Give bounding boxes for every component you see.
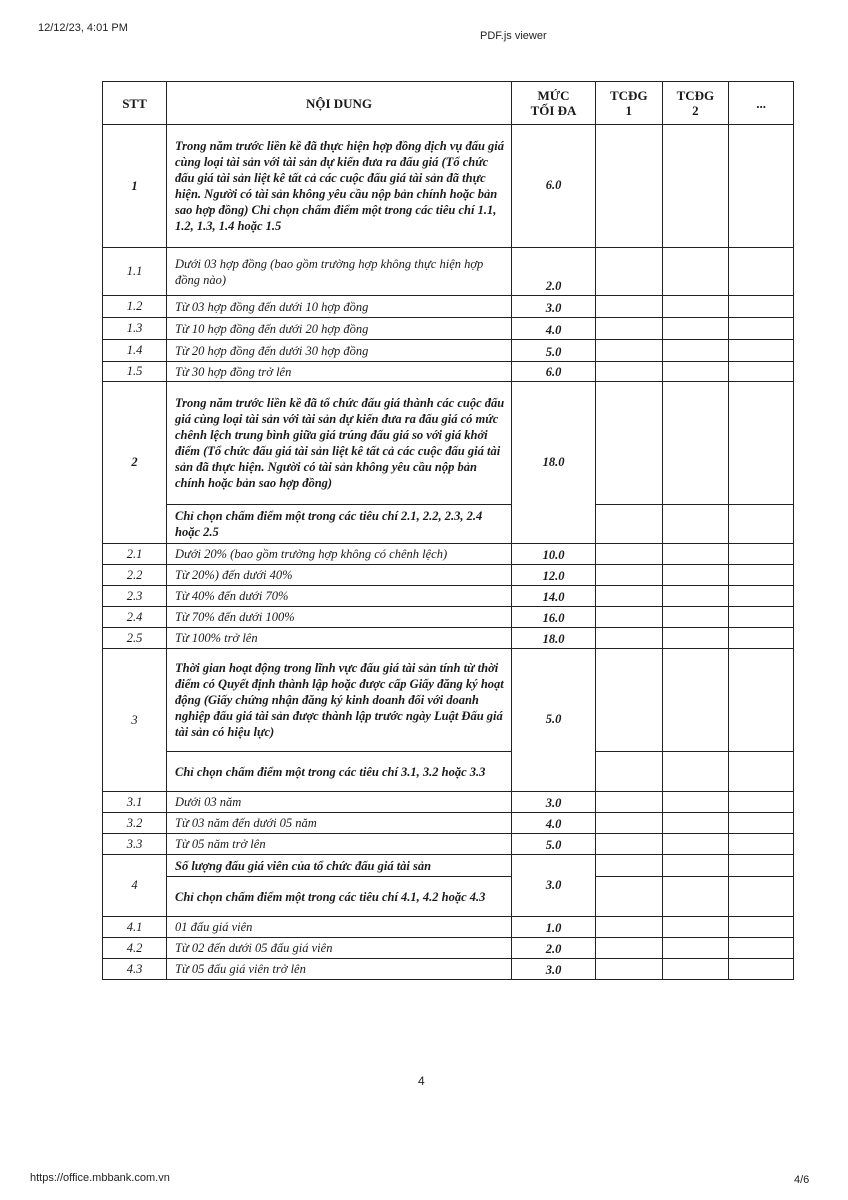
score-cell[interactable] (662, 382, 729, 505)
score-cell[interactable] (729, 586, 794, 607)
row-content-note: Chỉ chọn chấm điểm một trong các tiêu chí 2.1, 2.2, 2.3, 2.4 hoặc 2.5 (167, 505, 512, 544)
score-cell[interactable] (596, 628, 663, 649)
row-content: Từ 20 hợp đồng đến dưới 30 hợp đồng (167, 340, 512, 362)
score-cell[interactable] (596, 318, 663, 340)
score-cell[interactable] (729, 565, 794, 586)
row-stt: 1.2 (103, 296, 167, 318)
score-cell[interactable] (729, 917, 794, 938)
score-cell[interactable] (596, 505, 663, 544)
score-cell[interactable] (662, 834, 729, 855)
score-cell[interactable] (662, 649, 729, 752)
table-row (103, 296, 794, 318)
row-max: 4.0 (512, 318, 596, 340)
table-row (103, 877, 794, 917)
score-cell[interactable] (729, 296, 794, 318)
row-content-note: Chỉ chọn chấm điểm một trong các tiêu chí 4.1, 4.2 hoặc 4.3 (167, 877, 512, 917)
row-max: 5.0 (512, 649, 596, 792)
viewer-title: PDF.js viewer (480, 30, 547, 42)
score-cell[interactable] (729, 938, 794, 959)
row-stt: 1.4 (103, 340, 167, 362)
table-row (103, 792, 794, 813)
table-row (103, 362, 794, 382)
row-max: 3.0 (512, 792, 596, 813)
score-cell[interactable] (596, 125, 663, 248)
score-cell[interactable] (729, 877, 794, 917)
row-content: Từ 02 đến dưới 05 đấu giá viên (167, 938, 512, 959)
scoring-table (102, 81, 794, 980)
row-stt: 4.3 (103, 959, 167, 980)
row-content: Thời gian hoạt động trong lĩnh vực đấu giá tài sản tính từ thời điểm có Quyết định thành lập hoặc được cấp Giấy đăng ký hoạt động (Giấy chứng nhận đăng ký kinh doanh đối với doanh nghiệp đấu giá tài sản được thành lập trước ngày Luật Đấu giá tài sản có hiệu lực) (167, 649, 512, 752)
row-max: 16.0 (512, 607, 596, 628)
row-content: Trong năm trước liền kề đã tổ chức đấu giá thành các cuộc đấu giá cùng loại tài sản với tài sản dự kiến đưa ra đấu giá có mức chênh lệch trung bình giữa giá trúng đấu giá so với giá khởi điểm (Tổ chức đấu giá tài sản liệt kê tất cả các cuộc đấu giá tài sản đã thực hiện. Người có tài sản không yêu cầu nộp bản chính hoặc bản sao hợp đồng) (167, 382, 512, 505)
table-row (103, 855, 794, 877)
header-tcdg2: TCĐG 2 (662, 82, 729, 125)
row-max: 5.0 (512, 834, 596, 855)
score-cell[interactable] (662, 565, 729, 586)
table-row (103, 586, 794, 607)
row-max: 12.0 (512, 565, 596, 586)
row-max: 14.0 (512, 586, 596, 607)
score-cell[interactable] (662, 318, 729, 340)
table-row (103, 505, 794, 544)
table-row (103, 813, 794, 834)
score-cell[interactable] (662, 877, 729, 917)
row-stt: 3.2 (103, 813, 167, 834)
row-max: 6.0 (512, 362, 596, 382)
score-cell[interactable] (662, 855, 729, 877)
score-cell[interactable] (596, 855, 663, 877)
score-cell[interactable] (662, 362, 729, 382)
row-stt: 4 (103, 855, 167, 917)
score-cell[interactable] (729, 362, 794, 382)
score-cell[interactable] (729, 318, 794, 340)
row-content: Từ 05 năm trở lên (167, 834, 512, 855)
score-cell[interactable] (729, 792, 794, 813)
row-max: 2.0 (512, 938, 596, 959)
score-cell[interactable] (596, 959, 663, 980)
score-cell[interactable] (596, 607, 663, 628)
row-stt: 4.2 (103, 938, 167, 959)
row-max: 10.0 (512, 544, 596, 565)
score-cell[interactable] (596, 649, 663, 752)
score-cell[interactable] (662, 938, 729, 959)
score-cell[interactable] (662, 628, 729, 649)
table-row (103, 649, 794, 752)
score-cell[interactable] (729, 607, 794, 628)
row-content-note: Chỉ chọn chấm điểm một trong các tiêu chí 3.1, 3.2 hoặc 3.3 (167, 752, 512, 792)
score-cell[interactable] (596, 296, 663, 318)
row-content: Từ 20%) đến dưới 40% (167, 565, 512, 586)
header-max: MỨC TỐI ĐA (512, 82, 596, 125)
row-stt: 1.5 (103, 362, 167, 382)
row-content: Trong năm trước liền kề đã thực hiện hợp đồng dịch vụ đấu giá cùng loại tài sản với tài sản dự kiến đưa ra đấu giá (Tổ chức đấu giá tài sản liệt kê tất cả các cuộc đấu giá tài sản đã thực hiện. Người có tài sản không yêu cầu nộp bản chính hoặc bản sao hợp đồng) Chỉ chọn chấm điểm một trong các tiêu chí 1.1, 1.2, 1.3, 1.4 hoặc 1.5 (167, 125, 512, 248)
row-stt: 3.1 (103, 792, 167, 813)
row-stt: 1 (103, 125, 167, 248)
row-content: Từ 100% trở lên (167, 628, 512, 649)
table-row (103, 125, 794, 248)
score-cell[interactable] (729, 628, 794, 649)
score-cell[interactable] (662, 125, 729, 248)
table-row (103, 917, 794, 938)
score-cell[interactable] (729, 813, 794, 834)
row-content: Số lượng đấu giá viên của tổ chức đấu giá tài sản (167, 855, 512, 877)
score-cell[interactable] (729, 855, 794, 877)
row-stt: 2.2 (103, 565, 167, 586)
header-tcdg1: TCĐG 1 (596, 82, 663, 125)
score-cell[interactable] (662, 752, 729, 792)
row-max: 18.0 (512, 382, 596, 544)
row-stt: 2.4 (103, 607, 167, 628)
score-cell[interactable] (729, 505, 794, 544)
table-row (103, 752, 794, 792)
score-cell[interactable] (662, 505, 729, 544)
header-more: ... (729, 82, 794, 125)
header-stt: STT (103, 82, 167, 125)
score-cell[interactable] (596, 362, 663, 382)
row-stt: 4.1 (103, 917, 167, 938)
score-cell[interactable] (662, 813, 729, 834)
row-content: Từ 10 hợp đồng đến dưới 20 hợp đồng (167, 318, 512, 340)
row-content: 01 đấu giá viên (167, 917, 512, 938)
row-stt: 2 (103, 382, 167, 544)
row-stt: 2.5 (103, 628, 167, 649)
score-cell[interactable] (596, 938, 663, 959)
score-cell[interactable] (596, 586, 663, 607)
row-content: Dưới 03 hợp đồng (bao gồm trường hợp không thực hiện hợp đồng nào) (167, 248, 512, 296)
score-cell[interactable] (596, 565, 663, 586)
row-stt: 3 (103, 649, 167, 792)
score-cell[interactable] (662, 544, 729, 565)
score-cell[interactable] (729, 544, 794, 565)
score-cell[interactable] (662, 792, 729, 813)
table-row (103, 544, 794, 565)
score-cell[interactable] (596, 813, 663, 834)
score-cell[interactable] (729, 649, 794, 752)
row-max: 3.0 (512, 855, 596, 917)
row-content: Từ 40% đến dưới 70% (167, 586, 512, 607)
score-cell[interactable] (662, 248, 729, 296)
page-count: 4/6 (794, 1174, 810, 1186)
score-cell[interactable] (729, 248, 794, 296)
row-stt: 3.3 (103, 834, 167, 855)
score-cell[interactable] (596, 752, 663, 792)
row-max: 6.0 (512, 125, 596, 248)
score-cell[interactable] (596, 248, 663, 296)
score-cell[interactable] (729, 382, 794, 505)
row-max: 2.0 (512, 248, 596, 296)
footer-url: https://office.mbbank.com.vn (30, 1172, 170, 1184)
row-max: 1.0 (512, 917, 596, 938)
table-row (103, 340, 794, 362)
table-row (103, 834, 794, 855)
score-cell[interactable] (596, 340, 663, 362)
score-cell[interactable] (729, 959, 794, 980)
row-content: Từ 30 hợp đồng trở lên (167, 362, 512, 382)
table-row (103, 628, 794, 649)
print-date: 12/12/23, 4:01 PM (38, 22, 128, 34)
table-row (103, 959, 794, 980)
row-stt: 2.1 (103, 544, 167, 565)
header-content: NỘI DUNG (167, 82, 512, 125)
row-max: 3.0 (512, 296, 596, 318)
table-row (103, 382, 794, 505)
table-row (103, 248, 794, 296)
table-header-row (103, 82, 794, 125)
row-max: 5.0 (512, 340, 596, 362)
score-cell[interactable] (662, 340, 729, 362)
score-cell[interactable] (596, 877, 663, 917)
score-cell[interactable] (596, 834, 663, 855)
row-content: Từ 70% đến dưới 100% (167, 607, 512, 628)
row-content: Từ 03 năm đến dưới 05 năm (167, 813, 512, 834)
row-stt: 1.3 (103, 318, 167, 340)
score-cell[interactable] (662, 296, 729, 318)
row-stt: 2.3 (103, 586, 167, 607)
row-max: 4.0 (512, 813, 596, 834)
score-cell[interactable] (596, 382, 663, 505)
row-content: Từ 05 đấu giá viên trở lên (167, 959, 512, 980)
row-max: 3.0 (512, 959, 596, 980)
score-cell[interactable] (662, 607, 729, 628)
score-cell[interactable] (596, 792, 663, 813)
score-cell[interactable] (662, 586, 729, 607)
table-row (103, 565, 794, 586)
row-stt: 1.1 (103, 248, 167, 296)
score-cell[interactable] (662, 917, 729, 938)
row-content: Dưới 03 năm (167, 792, 512, 813)
row-max: 18.0 (512, 628, 596, 649)
row-content: Dưới 20% (bao gồm trường hợp không có chênh lệch) (167, 544, 512, 565)
score-cell[interactable] (662, 959, 729, 980)
score-cell[interactable] (596, 917, 663, 938)
table-row (103, 607, 794, 628)
score-cell[interactable] (729, 340, 794, 362)
table-row (103, 938, 794, 959)
row-content: Từ 03 hợp đồng đến dưới 10 hợp đồng (167, 296, 512, 318)
score-cell[interactable] (729, 752, 794, 792)
score-cell[interactable] (729, 834, 794, 855)
page-number: 4 (418, 1074, 425, 1088)
score-cell[interactable] (729, 125, 794, 248)
score-cell[interactable] (596, 544, 663, 565)
table-row (103, 318, 794, 340)
